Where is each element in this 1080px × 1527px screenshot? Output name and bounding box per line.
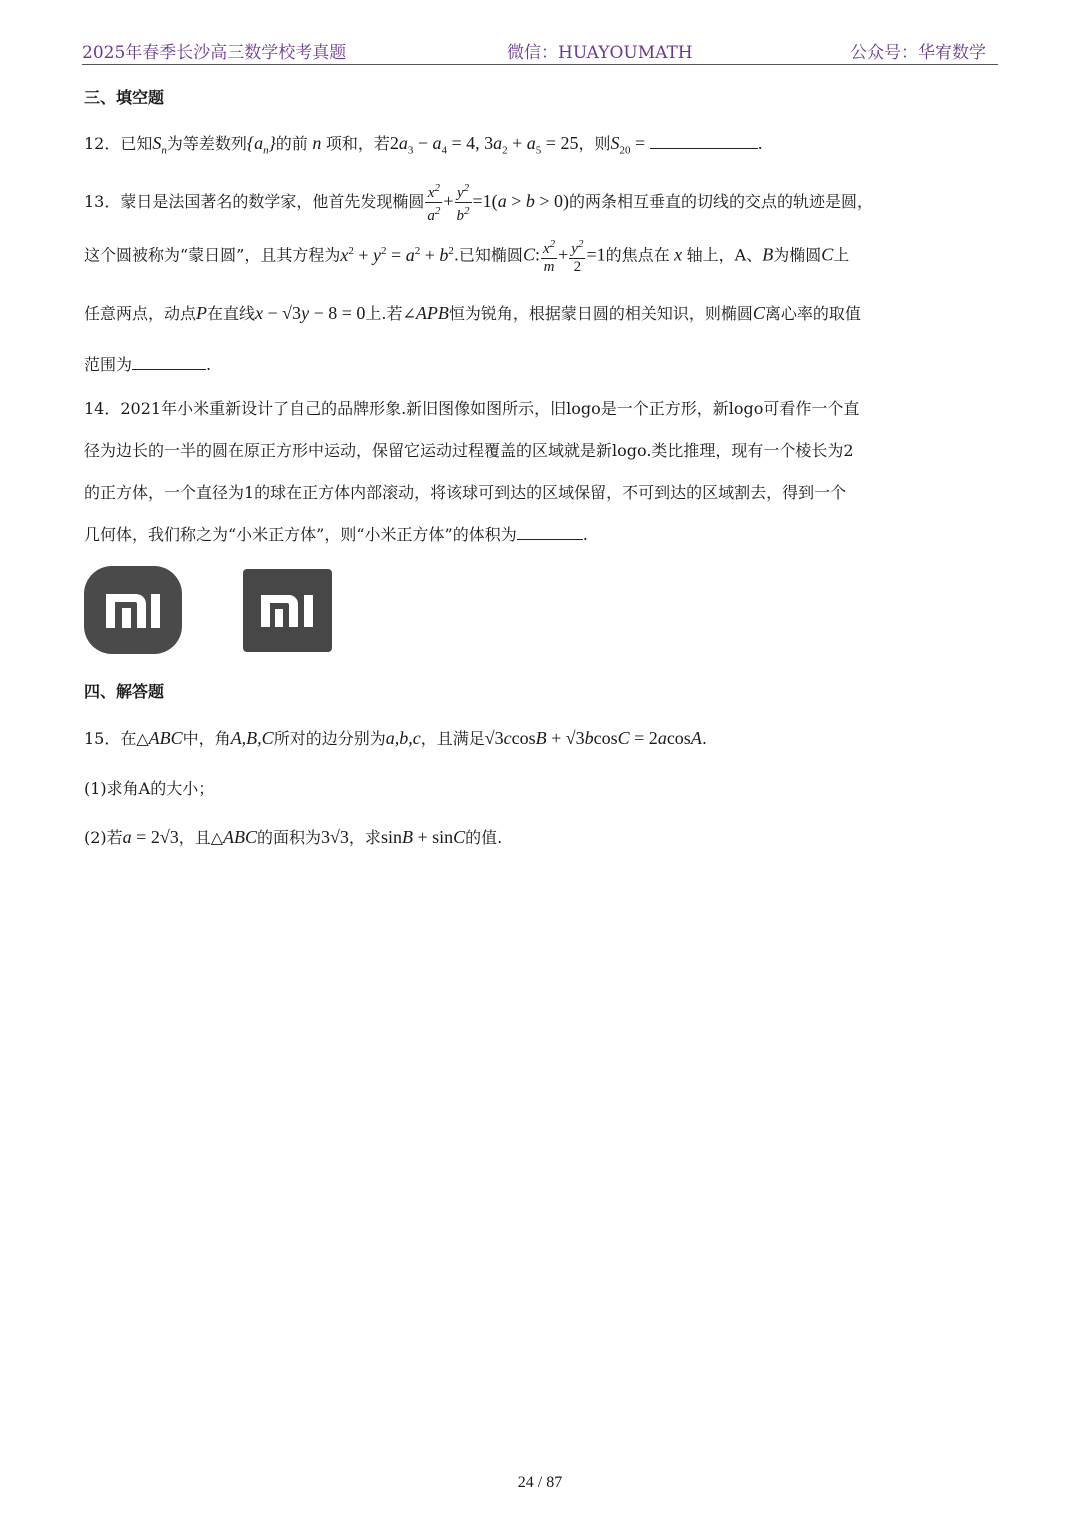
q13-text: 任意两点，动点	[84, 304, 197, 323]
q13-text: 的两条相互垂直的切线的交点的轨迹是圆，	[569, 192, 874, 211]
q12-text: ，则	[578, 134, 611, 153]
question-12: 12．已知$S_n$为等差数列$\{a_n\}$的前 n 项和，若$2a_3 - a_4 = 4$, $3a_2 + a_5 = 25$，则$S_{20}$ = .	[84, 133, 763, 157]
q15-text: 15．在△	[84, 729, 149, 748]
answer-blank	[132, 355, 206, 370]
question-14-line-3: 的正方体，一个直径为1的球在正方体内部滚动，将该球可到达的区域保留，不可到达的区域割去，得到一个	[84, 483, 847, 502]
page-number: 24 / 87	[517, 1474, 563, 1491]
q15-text: ，且满足	[420, 729, 485, 748]
question-14-line-1: 14．2021年小米重新设计了自己的品牌形象.新旧图像如图所示，旧logo是一个正方形，新logo可看作一个直	[84, 399, 860, 418]
q12-text: .	[757, 134, 763, 153]
q13-text: 恒为锐角，根据蒙日圆的相关知识，则椭圆	[448, 304, 753, 323]
old-xiaomi-logo	[84, 566, 182, 654]
q15-text: 所对的边分别为	[273, 729, 386, 748]
section-answer-heading: 四、解答题	[84, 682, 165, 701]
q13-text: 在直线	[207, 304, 256, 323]
q12-text: 的前	[275, 134, 308, 153]
answer-blank	[517, 525, 583, 540]
q15-text: 的面积为	[257, 828, 322, 847]
q12-text: 为等差数列	[166, 134, 247, 153]
q13-text: .	[206, 355, 212, 374]
question-13-line-2: 这个圆被称为“蒙日圆”，且其方程为$x^2 + y^2 = a^2 + b^2$.已知椭圆C: $\frac{x^2}{m}$ + $\frac{y^2}{2}$ =1的焦点在 x 轴上，A、B为椭圆C上	[84, 238, 850, 275]
section-fill-in-heading: 三、填空题	[84, 88, 165, 107]
q12-text: 项和，若	[325, 134, 390, 153]
q15-text: 中，角	[182, 729, 231, 748]
q15-text: (2)若	[84, 828, 123, 847]
header-wechat: 微信：HUAYOUMATH	[507, 43, 693, 63]
question-13-line-3: 任意两点，动点P在直线x − √3y − 8 = 0上.若∠APB恒为锐角，根据蒙日圆的相关知识，则椭圆C离心率的取值	[84, 303, 861, 323]
question-15: 15．在△ABC中，角A,B,C所对的边分别为a,b,c，且满足√3ccosB + √3bcosC = 2acosA.	[84, 728, 707, 748]
q13-text: .已知椭圆	[453, 245, 523, 265]
q13-text: 范围为	[84, 355, 133, 374]
question-15-part-1: (1)求角A的大小；	[84, 779, 215, 798]
question-15-part-2: (2)若a = 2√3，且△ABC的面积为3√3，求sinB + sinC的值.	[84, 827, 503, 847]
q12-text: 12．已知	[84, 134, 153, 153]
q13-text: 离心率的取值	[764, 304, 861, 323]
header-account: 公众号：华宥数学	[850, 43, 986, 63]
q13-text: 上.若∠	[365, 304, 416, 323]
answer-blank	[650, 134, 758, 149]
q14-text: .	[582, 525, 588, 544]
mi-logo-icon	[243, 569, 332, 652]
question-13-line-4	[84, 352, 1000, 375]
q13-text: 上	[833, 245, 850, 265]
question-13-line-1: 13．蒙日是法国著名的数学家，他首先发现椭圆 $\frac{x^2}{a^2}$ + $\frac{y^2}{b^2}$ =1(a > b > 0)的两条相互垂直的切线的交点的轨迹是圆，	[84, 182, 874, 224]
q15-text: ，且△	[178, 828, 224, 847]
q13-text: 为椭圆	[773, 245, 822, 265]
q15-text: .	[701, 729, 707, 748]
mi-logo-icon	[84, 566, 182, 654]
q13-text: 的焦点在	[605, 245, 670, 265]
question-14-line-2: 径为边长的一半的圆在原正方形中运动，保留它运动过程覆盖的区域就是新logo.类比推理，现有一个棱长为2	[84, 441, 854, 460]
q13-text: 轴上，A、	[686, 245, 763, 265]
new-xiaomi-logo	[243, 569, 332, 652]
page-header	[82, 36, 998, 65]
question-14-line-4	[84, 522, 1000, 545]
q15-text: ，求	[348, 828, 381, 847]
q14-text: 几何体，我们称之为“小米正方体”，则“小米正方体”的体积为	[84, 525, 517, 544]
q13-text: 13．蒙日是法国著名的数学家，他首先发现椭圆	[84, 192, 425, 211]
header-title: 2025年春季长沙高三数学校考真题	[82, 43, 347, 63]
q13-text: 这个圆被称为“蒙日圆”，且其方程为	[84, 245, 341, 265]
q15-text: 的值.	[465, 828, 503, 847]
